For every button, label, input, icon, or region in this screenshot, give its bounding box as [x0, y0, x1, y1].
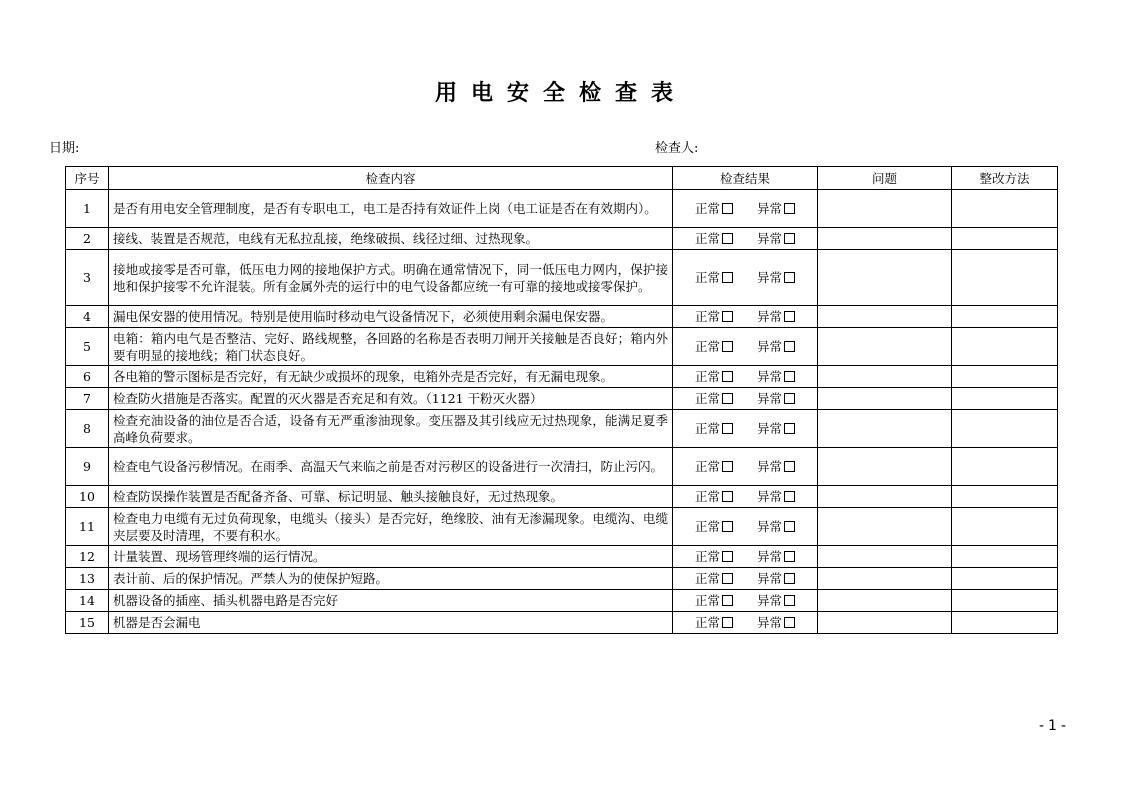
normal-checkbox[interactable] — [722, 272, 733, 283]
table-body — [66, 190, 1058, 634]
result-normal-option[interactable] — [695, 420, 733, 437]
result-abnormal-option[interactable] — [757, 592, 795, 609]
result-abnormal-label: 异常 — [757, 519, 783, 534]
check-result — [673, 366, 818, 388]
check-content: 检查电力电缆有无过负荷现象，电缆头（接头）是否完好，绝缘胶、油有无渗漏现象。电缆沟、电缆夹层要及时清理，不要有积水。 — [109, 508, 673, 546]
fix-method-cell[interactable] — [952, 366, 1058, 388]
check-content: 表计前、后的保护情况。严禁人为的使保护短路。 — [109, 568, 673, 590]
result-abnormal-option[interactable] — [757, 390, 795, 407]
check-result — [673, 546, 818, 568]
result-abnormal-option[interactable] — [757, 308, 795, 325]
result-normal-label: 正常 — [694, 369, 720, 384]
normal-checkbox[interactable] — [722, 617, 733, 628]
fix-method-cell[interactable] — [952, 250, 1058, 306]
result-normal-label: 正常 — [694, 593, 720, 608]
problem-cell[interactable] — [818, 410, 952, 448]
result-normal-option[interactable] — [695, 230, 733, 247]
row-number: 1 — [66, 190, 109, 228]
table-row — [66, 590, 1058, 612]
table-row — [66, 448, 1058, 486]
normal-checkbox[interactable] — [722, 423, 733, 434]
result-abnormal-label: 异常 — [757, 369, 783, 384]
result-abnormal-label: 异常 — [757, 391, 783, 406]
problem-cell[interactable] — [818, 228, 952, 250]
row-number: 12 — [66, 546, 109, 568]
table-header-row — [66, 167, 1058, 190]
fix-method-cell[interactable] — [952, 508, 1058, 546]
result-normal-label: 正常 — [694, 549, 720, 564]
abnormal-checkbox[interactable] — [784, 371, 795, 382]
check-content: 漏电保安器的使用情况。特别是使用临时移动电气设备情况下，必须使用剩余漏电保安器。 — [109, 306, 673, 328]
inspector-label: 检查人: — [655, 141, 699, 156]
table-row — [66, 508, 1058, 546]
abnormal-checkbox[interactable] — [784, 233, 795, 244]
result-normal-label: 正常 — [694, 309, 720, 324]
problem-cell[interactable] — [818, 190, 952, 228]
date-label: 日期: — [49, 141, 80, 156]
check-content: 检查充油设备的油位是否合适，设备有无严重渗油现象。变压器及其引线应无过热现象，能满足夏季高峰负荷要求。 — [109, 410, 673, 448]
table-row — [66, 410, 1058, 448]
problem-cell[interactable] — [818, 568, 952, 590]
table-row — [66, 568, 1058, 590]
result-normal-label: 正常 — [694, 489, 720, 504]
check-content: 各电箱的警示图标是否完好，有无缺少或损坏的现象，电箱外壳是否完好，有无漏电现象。 — [109, 366, 673, 388]
abnormal-checkbox[interactable] — [784, 521, 795, 532]
row-number: 14 — [66, 590, 109, 612]
abnormal-checkbox[interactable] — [784, 617, 795, 628]
row-number: 10 — [66, 486, 109, 508]
problem-cell[interactable] — [818, 366, 952, 388]
result-abnormal-option[interactable] — [757, 230, 795, 247]
page-title: 用电安全检查表 — [434, 81, 687, 106]
normal-checkbox[interactable] — [722, 595, 733, 606]
result-abnormal-label: 异常 — [757, 201, 783, 216]
check-result — [673, 508, 818, 546]
fix-method-cell[interactable] — [952, 590, 1058, 612]
row-number: 2 — [66, 228, 109, 250]
col-header-content: 检查内容 — [109, 167, 673, 190]
check-result — [673, 612, 818, 634]
normal-checkbox[interactable] — [722, 233, 733, 244]
check-result — [673, 250, 818, 306]
result-abnormal-label: 异常 — [757, 549, 783, 564]
result-abnormal-option[interactable] — [757, 570, 795, 587]
abnormal-checkbox[interactable] — [784, 461, 795, 472]
problem-cell[interactable] — [818, 590, 952, 612]
table-row — [66, 388, 1058, 410]
result-normal-option[interactable] — [695, 338, 733, 355]
result-abnormal-label: 异常 — [757, 309, 783, 324]
fix-method-cell[interactable] — [952, 228, 1058, 250]
result-abnormal-option[interactable] — [757, 368, 795, 385]
result-normal-label: 正常 — [694, 421, 720, 436]
result-abnormal-label: 异常 — [757, 593, 783, 608]
col-header-result: 检查结果 — [673, 167, 818, 190]
result-abnormal-option[interactable] — [757, 548, 795, 565]
result-normal-option[interactable] — [695, 308, 733, 325]
result-abnormal-label: 异常 — [757, 459, 783, 474]
result-normal-label: 正常 — [694, 201, 720, 216]
result-abnormal-option[interactable] — [757, 338, 795, 355]
abnormal-checkbox[interactable] — [784, 393, 795, 404]
check-result — [673, 590, 818, 612]
result-abnormal-option[interactable] — [757, 488, 795, 505]
result-normal-option[interactable] — [695, 614, 733, 631]
problem-cell[interactable] — [818, 448, 952, 486]
abnormal-checkbox[interactable] — [784, 203, 795, 214]
result-normal-label: 正常 — [694, 231, 720, 246]
check-content: 检查电气设备污秽情况。在雨季、高温天气来临之前是否对污秽区的设备进行一次清扫，防止污闪。 — [109, 448, 673, 486]
result-abnormal-label: 异常 — [757, 339, 783, 354]
result-normal-label: 正常 — [694, 270, 720, 285]
fix-method-cell[interactable] — [952, 448, 1058, 486]
result-abnormal-label: 异常 — [757, 421, 783, 436]
problem-cell[interactable] — [818, 546, 952, 568]
abnormal-checkbox[interactable] — [784, 272, 795, 283]
result-normal-label: 正常 — [694, 339, 720, 354]
result-normal-option[interactable] — [695, 368, 733, 385]
result-normal-option[interactable] — [695, 390, 733, 407]
row-number: 13 — [66, 568, 109, 590]
fix-method-cell[interactable] — [952, 612, 1058, 634]
normal-checkbox[interactable] — [722, 203, 733, 214]
table-row — [66, 328, 1058, 366]
result-abnormal-option[interactable] — [757, 420, 795, 437]
table-row — [66, 486, 1058, 508]
problem-cell[interactable] — [818, 508, 952, 546]
check-result — [673, 448, 818, 486]
row-number: 3 — [66, 250, 109, 306]
row-number: 9 — [66, 448, 109, 486]
table-row — [66, 190, 1058, 228]
abnormal-checkbox[interactable] — [784, 573, 795, 584]
row-number: 5 — [66, 328, 109, 366]
check-result — [673, 486, 818, 508]
row-number: 15 — [66, 612, 109, 634]
abnormal-checkbox[interactable] — [784, 491, 795, 502]
check-content: 机器是否会漏电 — [109, 612, 673, 634]
check-content: 电箱：箱内电气是否整洁、完好、路线规整，各回路的名称是否表明刀闸开关接触是否良好；箱内外要有明显的接地线；箱门状态良好。 — [109, 328, 673, 366]
check-content: 接地或接零是否可靠，低压电力网的接地保护方式。明确在通常情况下，同一低压电力网内，保护接地和保护接零不允许混装。所有金属外壳的运行中的电气设备都应统一有可靠的接地或接零保护。 — [109, 250, 673, 306]
fix-method-cell[interactable] — [952, 190, 1058, 228]
result-abnormal-option[interactable] — [757, 269, 795, 286]
page-number: -1- — [1038, 718, 1070, 734]
col-header-fix: 整改方法 — [952, 167, 1058, 190]
normal-checkbox[interactable] — [722, 573, 733, 584]
table-row — [66, 366, 1058, 388]
problem-cell[interactable] — [818, 612, 952, 634]
table-row — [66, 612, 1058, 634]
row-number: 6 — [66, 366, 109, 388]
result-abnormal-option[interactable] — [757, 200, 795, 217]
result-abnormal-label: 异常 — [757, 231, 783, 246]
row-number: 11 — [66, 508, 109, 546]
check-result — [673, 190, 818, 228]
fix-method-cell[interactable] — [952, 306, 1058, 328]
result-abnormal-label: 异常 — [757, 571, 783, 586]
problem-cell[interactable] — [818, 328, 952, 366]
fix-method-cell[interactable] — [952, 486, 1058, 508]
problem-cell[interactable] — [818, 486, 952, 508]
fix-method-cell[interactable] — [952, 410, 1058, 448]
result-normal-option[interactable] — [695, 458, 733, 475]
check-result — [673, 388, 818, 410]
check-result — [673, 228, 818, 250]
problem-cell[interactable] — [818, 250, 952, 306]
normal-checkbox[interactable] — [722, 491, 733, 502]
result-normal-option[interactable] — [695, 269, 733, 286]
table-row — [66, 306, 1058, 328]
col-header-problem: 问题 — [818, 167, 952, 190]
normal-checkbox[interactable] — [722, 393, 733, 404]
result-normal-option[interactable] — [695, 548, 733, 565]
abnormal-checkbox[interactable] — [784, 551, 795, 562]
result-normal-label: 正常 — [694, 459, 720, 474]
problem-cell[interactable] — [818, 306, 952, 328]
result-abnormal-label: 异常 — [757, 270, 783, 285]
result-normal-option[interactable] — [695, 592, 733, 609]
fix-method-cell[interactable] — [952, 328, 1058, 366]
row-number: 4 — [66, 306, 109, 328]
result-normal-label: 正常 — [694, 519, 720, 534]
result-abnormal-label: 异常 — [757, 615, 783, 630]
table-row — [66, 250, 1058, 306]
fix-method-cell[interactable] — [952, 388, 1058, 410]
table-row — [66, 228, 1058, 250]
check-content: 机器设备的插座、插头机器电路是否完好 — [109, 590, 673, 612]
table-row — [66, 546, 1058, 568]
row-number: 7 — [66, 388, 109, 410]
normal-checkbox[interactable] — [722, 551, 733, 562]
result-abnormal-label: 异常 — [757, 489, 783, 504]
check-content: 计量装置、现场管理终端的运行情况。 — [109, 546, 673, 568]
fix-method-cell[interactable] — [952, 546, 1058, 568]
normal-checkbox[interactable] — [722, 371, 733, 382]
abnormal-checkbox[interactable] — [784, 311, 795, 322]
check-content: 接线、装置是否规范，电线有无私拉乱接，绝缘破损、线径过细、过热现象。 — [109, 228, 673, 250]
normal-checkbox[interactable] — [722, 461, 733, 472]
result-normal-option[interactable] — [695, 200, 733, 217]
normal-checkbox[interactable] — [722, 341, 733, 352]
problem-cell[interactable] — [818, 388, 952, 410]
col-header-no: 序号 — [66, 167, 109, 190]
check-result — [673, 568, 818, 590]
fix-method-cell[interactable] — [952, 568, 1058, 590]
result-abnormal-option[interactable] — [757, 458, 795, 475]
result-normal-option[interactable] — [695, 518, 733, 535]
normal-checkbox[interactable] — [722, 521, 733, 532]
result-abnormal-option[interactable] — [757, 518, 795, 535]
result-normal-option[interactable] — [695, 570, 733, 587]
result-abnormal-option[interactable] — [757, 614, 795, 631]
check-content: 是否有用电安全管理制度，是否有专职电工，电工是否持有效证件上岗（电工证是否在有效期内）。 — [109, 190, 673, 228]
check-content: 检查防误操作装置是否配备齐备、可靠、标记明显、触头接触良好，无过热现象。 — [109, 486, 673, 508]
inspection-table — [65, 166, 1058, 634]
abnormal-checkbox[interactable] — [784, 595, 795, 606]
result-normal-label: 正常 — [694, 615, 720, 630]
result-normal-label: 正常 — [694, 391, 720, 406]
check-result — [673, 410, 818, 448]
normal-checkbox[interactable] — [722, 311, 733, 322]
check-result — [673, 306, 818, 328]
result-normal-option[interactable] — [695, 488, 733, 505]
result-normal-label: 正常 — [694, 571, 720, 586]
check-result — [673, 328, 818, 366]
check-content: 检查防火措施是否落实。配置的灭火器是否充足和有效。（1121 干粉灭火器） — [109, 388, 673, 410]
abnormal-checkbox[interactable] — [784, 423, 795, 434]
row-number: 8 — [66, 410, 109, 448]
abnormal-checkbox[interactable] — [784, 341, 795, 352]
